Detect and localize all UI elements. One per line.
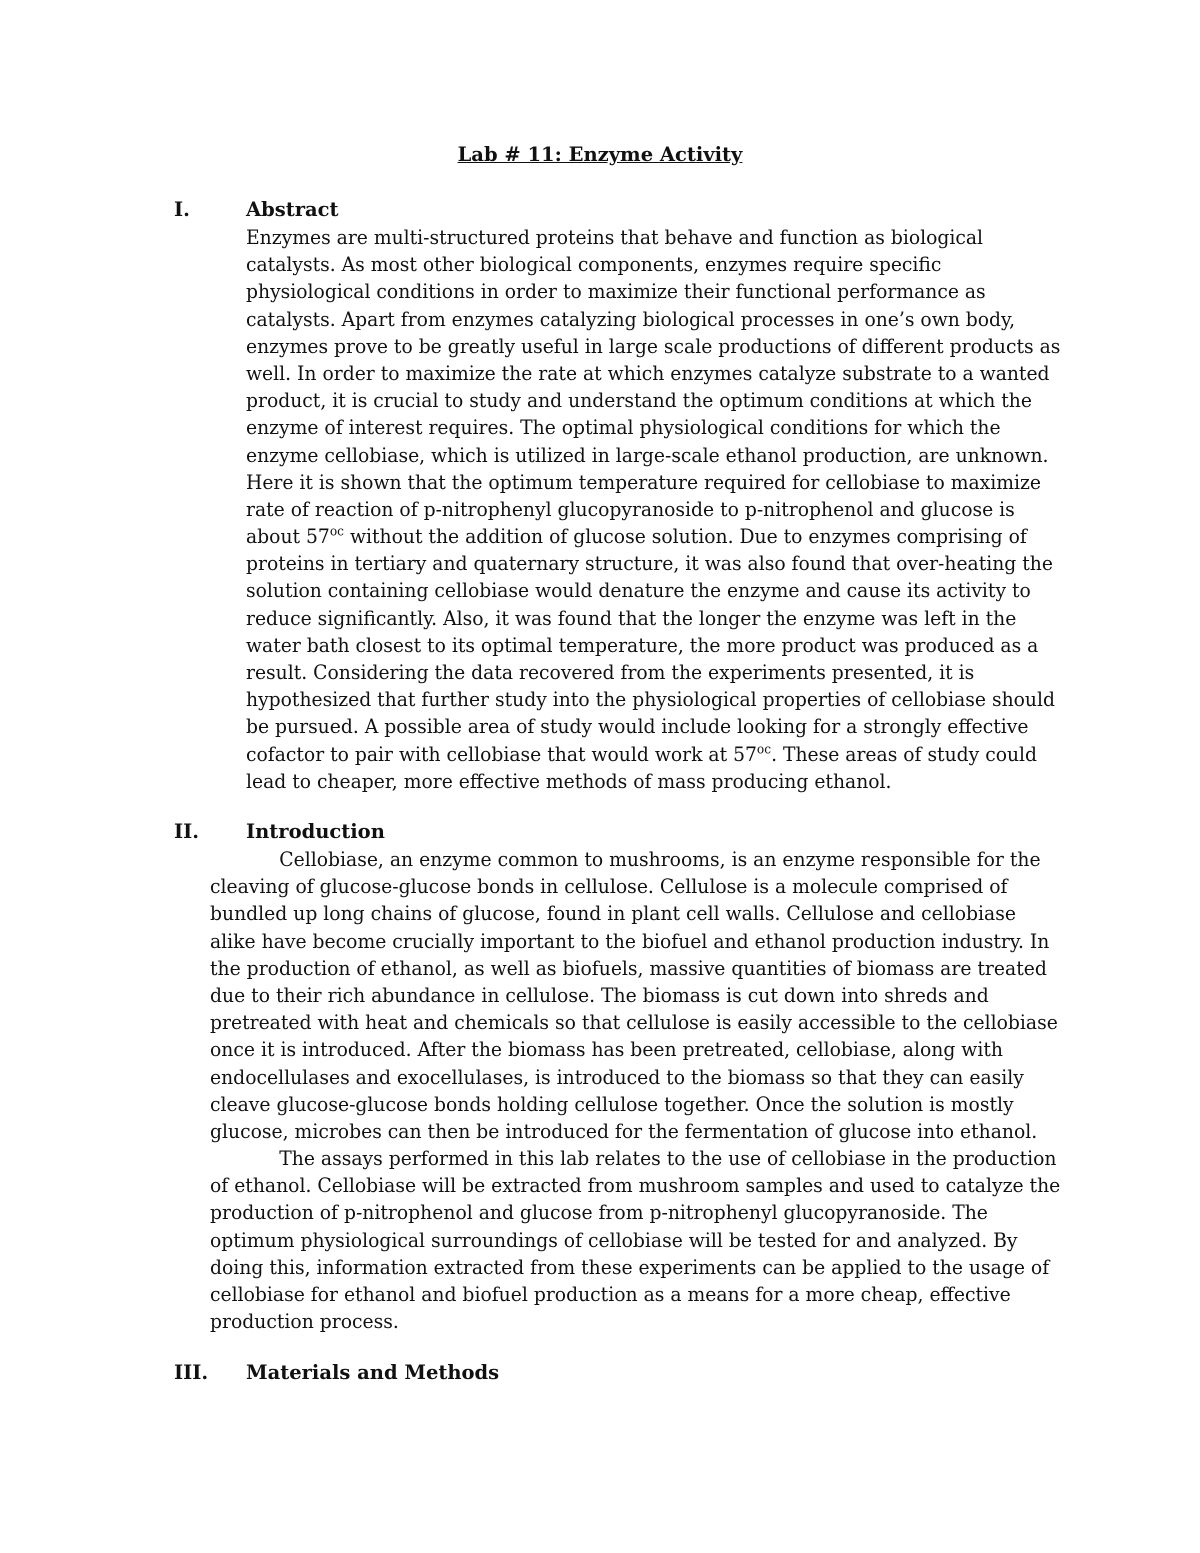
text-line: cleave glucose-glucose bonds holding cellulose together. Once the solution is mostly [210, 1092, 1014, 1116]
text-line: result. Considering the data recovered from the experiments presented, it is [246, 661, 975, 684]
text-line: due to their rich abundance in cellulose. The biomass is cut down into shreds and [210, 983, 989, 1007]
text-line: lead to cheaper, more effective methods of mass producing ethanol. [246, 769, 892, 793]
text-run: . These areas of study could [771, 742, 1038, 766]
text-line: Here it is shown that the optimum temperature required for cellobiase to maximize [246, 470, 1041, 494]
text-run: about 57 [246, 525, 330, 549]
text-line: doing this, information extracted from these experiments can be applied to the usage of [210, 1255, 1050, 1279]
text-line: Cellobiase, an enzyme common to mushrooms, is an enzyme responsible for the [279, 848, 1041, 871]
text-line: reduce significantly. Also, it was found that the longer the enzyme was left in the [246, 606, 1017, 630]
text-line: glucose, microbes can then be introduced for the fermentation of glucose into ethanol. [210, 1119, 1038, 1143]
text-line: hypothesized that further study into the physiological properties of cellobiase should [246, 688, 1055, 712]
text-line: enzyme of interest requires. The optimal physiological conditions for which the [246, 416, 1001, 440]
text-line: enzyme cellobiase, which is utilized in large-scale ethanol production, are unknown. [246, 443, 1049, 467]
introduction-body [210, 846, 1094, 1335]
text-line: alike have become crucially important to the biofuel and ethanol production industry. In [210, 929, 1050, 953]
text-line: be pursued. A possible area of study would include looking for a strongly effective [246, 715, 1029, 739]
text-line: of ethanol. Cellobiase will be extracted from mushroom samples and used to catalyze the [210, 1174, 1061, 1198]
text-line: the production of ethanol, as well as biofuels, massive quantities of biomass are treated [210, 956, 1047, 980]
abstract-body [246, 224, 1093, 795]
text-line [246, 741, 1060, 768]
text-line: Enzymes are multi-structured proteins that behave and function as biological [246, 226, 984, 249]
text-line [246, 523, 1060, 550]
text-line: well. In order to maximize the rate at which enzymes catalyze substrate to a wanted [246, 361, 1050, 385]
text-line: water bath closest to its optimal temperature, the more product was produced as a [246, 633, 1039, 657]
degree-superscript: oc [756, 740, 772, 756]
text-line: The assays performed in this lab relates to the use of cellobiase in the production [279, 1147, 1057, 1171]
text-line: catalysts. Apart from enzymes catalyzing biological processes in one’s own body, [246, 307, 1016, 331]
text-line: production of p-nitrophenol and glucose from p-nitrophenyl glucopyranoside. The [210, 1201, 988, 1225]
text-line: once it is introduced. After the biomass has been pretreated, cellobiase, along with [210, 1038, 1003, 1062]
text-line: catalysts. As most other biological components, enzymes require specific [246, 253, 942, 277]
text-line: production process. [210, 1310, 399, 1334]
text-line: physiological conditions in order to maximize their functional performance as [246, 280, 986, 304]
section-3-heading: Materials and Methods [246, 1361, 500, 1384]
section-1-numeral: I. [174, 198, 190, 221]
text-line: enzymes prove to be greatly useful in large scale productions of different products as [246, 334, 1061, 358]
text-line: cleaving of glucose-glucose bonds in cellulose. Cellulose is a molecule comprised of [210, 875, 1008, 899]
text-line: proteins in tertiary and quaternary structure, it was also found that over-heating the [246, 552, 1053, 576]
text-line: optimum physiological surroundings of cellobiase will be tested for and analyzed. By [210, 1228, 1018, 1252]
section-2-heading: Introduction [246, 820, 385, 843]
section-2-numeral: II. [174, 820, 200, 843]
text-line: solution containing cellobiase would denature the enzyme and cause its activity to [246, 579, 1031, 603]
text-line: bundled up long chains of glucose, found in plant cell walls. Cellulose and cellobiase [210, 902, 1016, 926]
section-3-numeral: III. [174, 1361, 209, 1384]
text-line: rate of reaction of p-nitrophenyl glucopyranoside to p-nitrophenol and glucose is [246, 497, 1015, 521]
text-line: endocellulases and exocellulases, is introduced to the biomass so that they can easily [210, 1065, 1024, 1089]
text-run: cofactor to pair with cellobiase that would work at 57 [246, 742, 757, 766]
page-title: Lab # 11: Enzyme Activity [457, 143, 743, 166]
text-line: pretreated with heat and chemicals so that cellulose is easily accessible to the cellobiase [210, 1011, 1058, 1035]
text-run: without the addition of glucose solution. Due to enzymes comprising of [344, 525, 1027, 549]
degree-superscript: oc [329, 523, 345, 539]
text-line: product, it is crucial to study and understand the optimum conditions at which the [246, 389, 1032, 413]
section-1-heading: Abstract [246, 198, 339, 221]
text-line: cellobiase for ethanol and biofuel production as a means for a more cheap, effective [210, 1283, 1011, 1306]
